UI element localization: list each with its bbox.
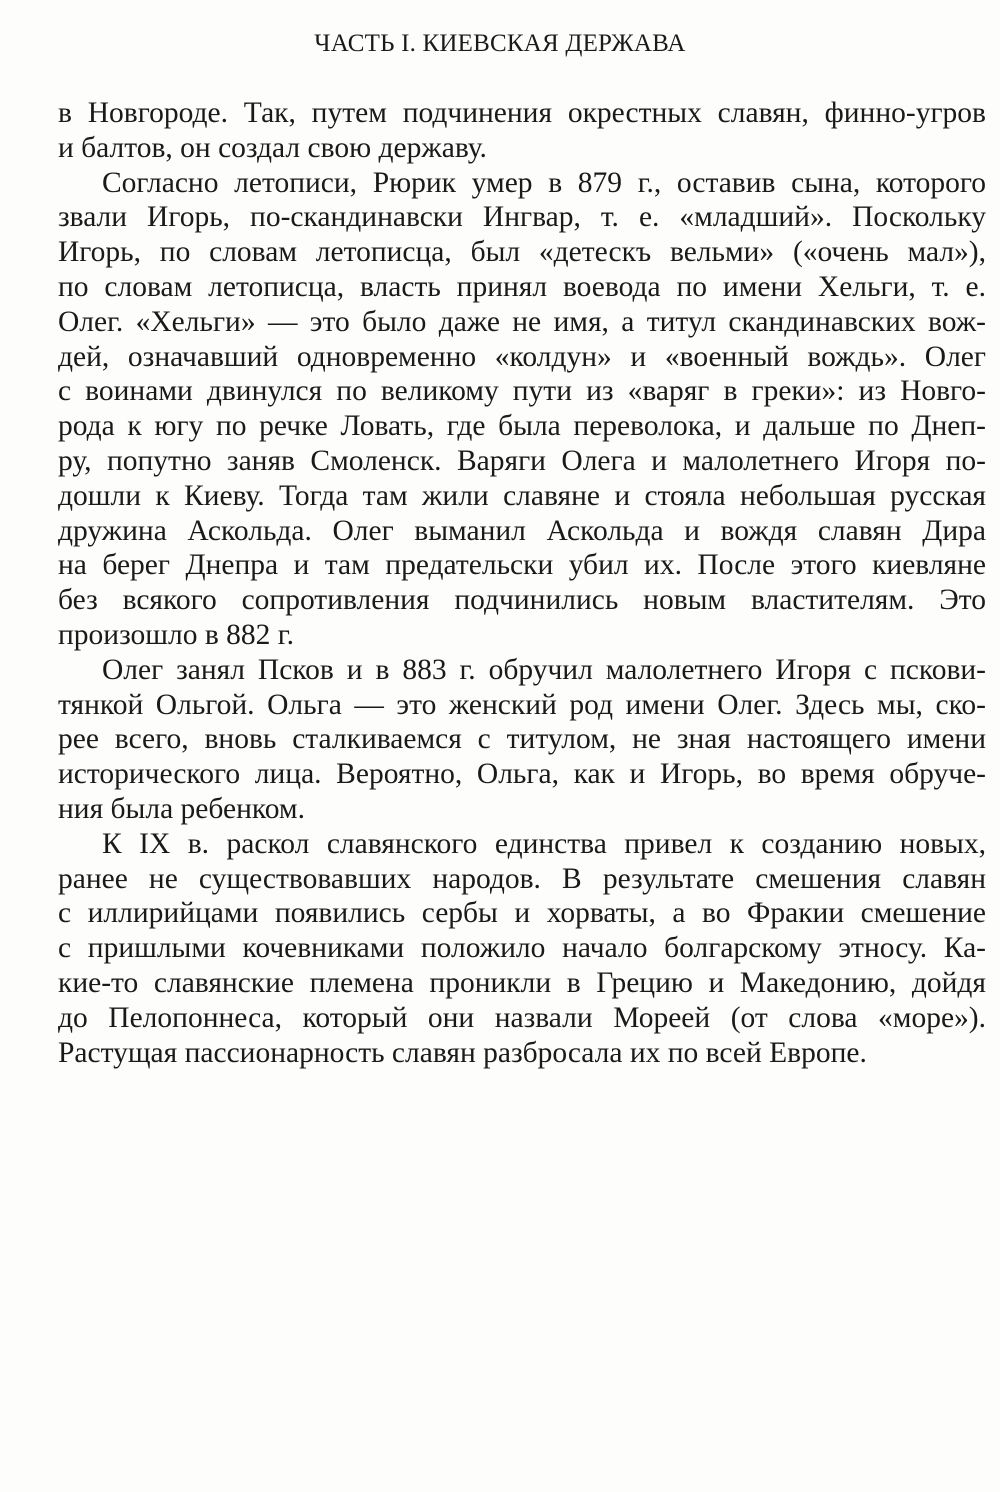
text-line: ния была ребенком. bbox=[58, 792, 305, 825]
running-head: ЧАСТЬ I. КИЕВСКАЯ ДЕРЖАВА bbox=[314, 30, 686, 57]
text-line: Олег. «Хельги» — это было даже не имя, а титул скандинавских вож- bbox=[58, 305, 986, 338]
text-line: дошли к Киеву. Тогда там жили славяне и стояла небольшая русская bbox=[58, 479, 986, 512]
body-text bbox=[58, 96, 986, 1070]
text-line: дружина Аскольда. Олег выманил Аскольда и вождя славян Дира bbox=[58, 514, 986, 547]
text-line: Растущая пассионарность славян разбросала их по всей Европе. bbox=[58, 1036, 867, 1069]
text-line: с иллирийцами появились сербы и хорваты, а во Фракии смешение bbox=[58, 897, 986, 930]
text-line: дей, означавший одновременно «колдун» и «военный вождь». Олег bbox=[58, 340, 986, 373]
text-line: до Пелопоннеса, который они назвали Мореей (от слова «море»). bbox=[58, 1001, 986, 1034]
text-line: кие-то славянские племена проникли в Грецию и Македонию, дойдя bbox=[58, 966, 986, 999]
text-line: без всякого сопротивления подчинились новым властителям. Это bbox=[58, 584, 986, 617]
text-line: с воинами двинулся по великому пути из «варяг в греки»: из Новго- bbox=[58, 375, 986, 408]
text-line: на берег Днепра и там предательски убил их. После этого киевляне bbox=[58, 549, 986, 582]
text-line: К IX в. раскол славянского единства привел к созданию новых, bbox=[102, 827, 986, 860]
text-line: по словам летописца, власть принял воевода по имени Хельги, т. е. bbox=[58, 270, 986, 303]
text-line: Игорь, по словам летописца, был «детескъ вельми» («очень мал»), bbox=[58, 236, 986, 269]
text-line: в Новгороде. Так, путем подчинения окрестных славян, финно-угров bbox=[58, 97, 986, 129]
text-line: и балтов, он создал свою державу. bbox=[58, 131, 487, 164]
text-line: с пришлыми кочевниками положило начало болгарскому этносу. Ка- bbox=[58, 932, 986, 965]
text-line: звали Игорь, по-скандинавски Ингвар, т. е. «младший». Поскольку bbox=[58, 201, 986, 234]
text-line: рее всего, вновь сталкиваемся с титулом, не зная настоящего имени bbox=[58, 723, 986, 756]
text-line: Согласно летописи, Рюрик умер в 879 г., оставив сына, которого bbox=[102, 166, 986, 199]
text-line: Олег занял Псков и в 883 г. обручил малолетнего Игоря с пскови- bbox=[102, 653, 986, 686]
text-line: произошло в 882 г. bbox=[58, 618, 294, 651]
text-line: исторического лица. Вероятно, Ольга, как и Игорь, во время обруче- bbox=[58, 758, 986, 791]
text-line: рода к югу по речке Ловать, где была переволока, и дальше по Днеп- bbox=[58, 410, 986, 443]
text-line: тянкой Ольгой. Ольга — это женский род имени Олег. Здесь мы, ско- bbox=[58, 688, 986, 721]
text-line: ру, попутно заняв Смоленск. Варяги Олега и малолетнего Игоря по- bbox=[58, 444, 986, 477]
text-line: ранее не существовавших народов. В результате смешения славян bbox=[58, 862, 986, 895]
